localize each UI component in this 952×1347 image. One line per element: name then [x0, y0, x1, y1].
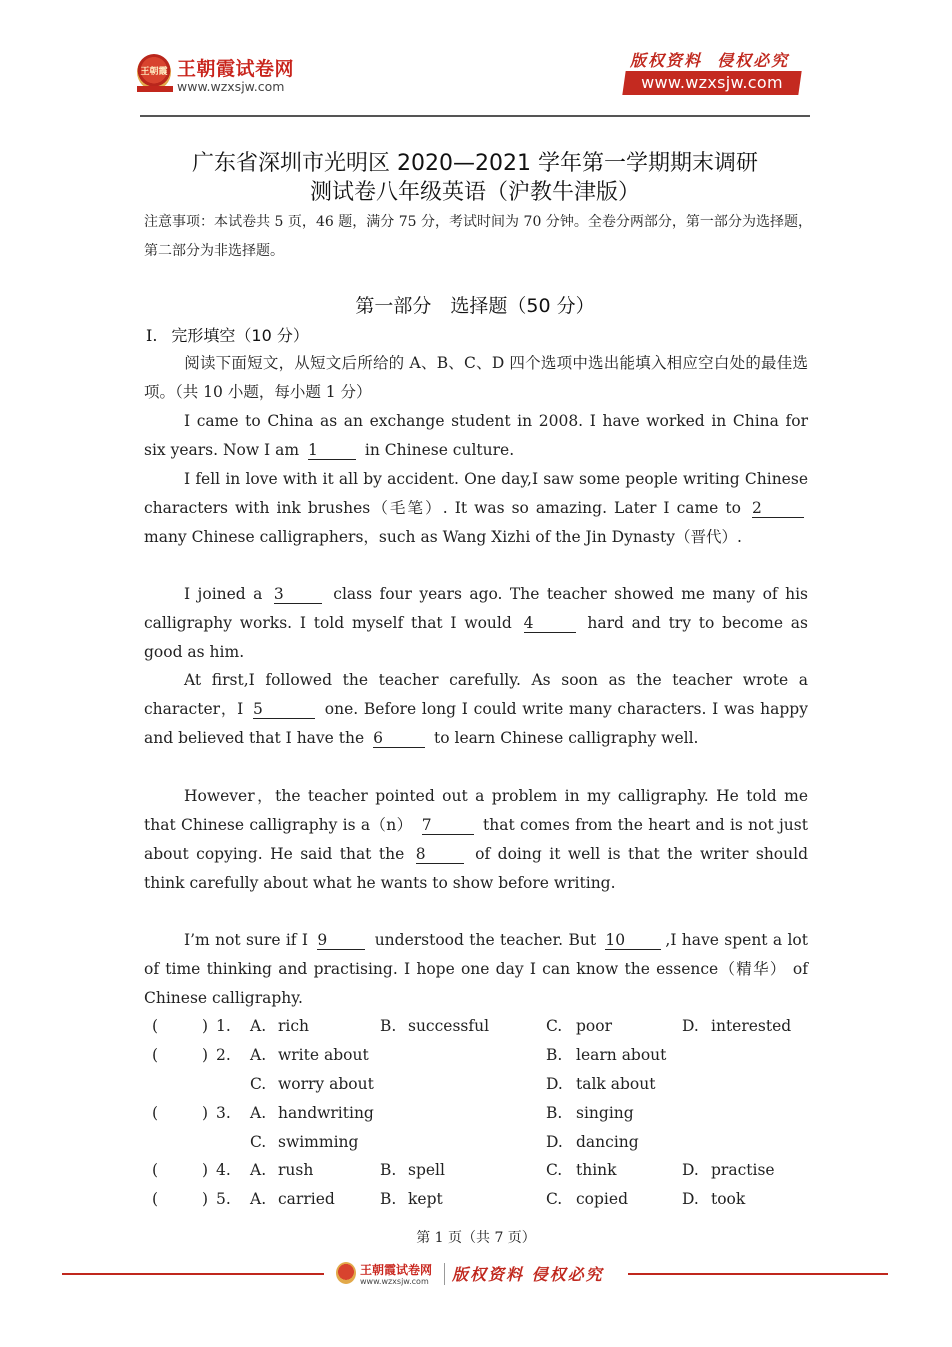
question-number: 4.	[216, 1161, 231, 1180]
banner-url: www.wzxsjw.com	[641, 73, 783, 92]
option-letter: C.	[546, 1190, 563, 1209]
option-d: interested	[711, 1017, 792, 1035]
option-d: took	[711, 1190, 746, 1209]
question-3	[144, 1099, 814, 1128]
footer-separator	[444, 1263, 445, 1285]
question-2-row-2	[144, 1070, 814, 1099]
option-letter: B.	[380, 1190, 397, 1209]
answer-paren-open[interactable]: (	[152, 1103, 159, 1122]
passage-text: many Chinese calligraphers，such as Wang Xizhi of the Jin Dynasty（晋代）.	[144, 527, 742, 546]
passage-paragraph-3	[144, 580, 808, 667]
rights-text: 版权资料 侵权必究	[630, 51, 790, 70]
brand-name: 王朝霞试卷网	[177, 58, 295, 80]
document-title-line2: 测试卷八年级英语（沪教牛津版）	[309, 180, 640, 205]
answer-paren-open[interactable]: (	[152, 1161, 159, 1180]
option-a: carried	[278, 1190, 335, 1209]
option-letter: A.	[250, 1017, 267, 1035]
blank-5: 5	[253, 700, 315, 719]
medal-text: 王朝霞	[140, 67, 168, 77]
passage-text: one. Before long I could write many characters. I was happy and believed that I have the	[144, 699, 808, 747]
answer-paren-close: )	[202, 1190, 209, 1209]
question-number: 5.	[216, 1190, 231, 1209]
option-letter: C.	[546, 1161, 563, 1180]
footer-brand-url: www.wzxsjw.com	[360, 1277, 429, 1286]
option-letter: C.	[250, 1074, 267, 1093]
blank-6: 6	[373, 729, 425, 748]
url-banner	[622, 71, 801, 95]
answer-paren-close: )	[202, 1017, 209, 1035]
answer-paren-close: )	[202, 1045, 209, 1064]
instructions-text: 阅读下面短文，从短文后所给的 A、B、C、D 四个选项中选出能填入相应空白处的最佳选项。（共 10 小题，每小题 1 分）	[144, 354, 808, 401]
option-letter: D.	[682, 1017, 699, 1035]
option-d: talk about	[576, 1074, 656, 1093]
document-title-line1: 广东省深圳市光明区 2020—2021 学年第一学期期末调研	[192, 151, 758, 176]
section-number: Ⅰ.	[146, 326, 158, 345]
option-letter: B.	[380, 1161, 397, 1180]
passage-text: ,I have spent a lot of time thinking and practising. I hope one day I can know the essence（精华） of Chinese calligraphy.	[144, 931, 808, 1007]
option-b: successful	[408, 1017, 490, 1035]
question-options	[144, 1012, 814, 1214]
answer-paren-open[interactable]: (	[152, 1190, 159, 1209]
option-a: handwriting	[278, 1103, 374, 1122]
passage-text: I came to China as an exchange student in 2008. I have worked in China for six years. Now I am	[144, 412, 808, 459]
option-letter: B.	[546, 1103, 563, 1122]
passage-paragraph-5	[144, 782, 808, 898]
option-letter: A.	[250, 1161, 267, 1180]
answer-paren-close: )	[202, 1161, 209, 1180]
option-letter: A.	[250, 1045, 267, 1064]
question-4	[144, 1156, 814, 1185]
option-c: worry about	[278, 1074, 374, 1093]
footer-divider-right	[628, 1273, 888, 1275]
part-title: 第一部分 选择题（50 分）	[355, 295, 595, 317]
passage-text: However，the teacher pointed out a problem in my calligraphy. He told me that Chinese calligraphy is a（n）	[144, 787, 808, 834]
instructions	[144, 349, 808, 407]
option-letter: C.	[546, 1017, 563, 1035]
option-c: swimming	[278, 1132, 359, 1151]
blank-9: 9	[317, 931, 365, 950]
blank-1: 1	[308, 441, 356, 460]
passage-text: hard and try to become as good as him.	[144, 613, 809, 661]
option-letter: D.	[546, 1132, 563, 1151]
passage-paragraph-4	[144, 666, 808, 753]
option-b: spell	[408, 1161, 445, 1180]
question-number: 3.	[216, 1103, 231, 1122]
answer-paren-open[interactable]: (	[152, 1017, 159, 1035]
section-title: 完形填空（10 分）	[171, 326, 309, 345]
option-c: poor	[576, 1017, 612, 1035]
question-3-row-2	[144, 1128, 814, 1157]
option-letter: A.	[250, 1190, 267, 1209]
brand-logo	[137, 52, 307, 98]
brand-url: www.wzxsjw.com	[177, 79, 285, 94]
passage-paragraph-6	[144, 926, 808, 1013]
option-a: rush	[278, 1161, 314, 1180]
question-2	[144, 1041, 814, 1070]
option-b: kept	[408, 1190, 443, 1209]
option-b: learn about	[576, 1045, 667, 1064]
exam-notice: 注意事项：本试卷共 5 页，46 题，满分 75 分，考试时间为 70 分钟。全卷分两部分，第一部分为选择题，第二部分为非选择题。	[144, 214, 812, 259]
option-d: dancing	[576, 1132, 639, 1151]
question-1	[144, 1012, 814, 1041]
blank-4: 4	[524, 614, 576, 633]
passage-text: At first,I followed the teacher carefully. As soon as the teacher wrote a character，I	[144, 671, 808, 718]
copyright-banner	[620, 48, 810, 98]
passage-text: to learn Chinese calligraphy well.	[434, 728, 699, 747]
question-5	[144, 1185, 814, 1214]
option-a: rich	[278, 1017, 310, 1035]
option-letter: C.	[250, 1132, 267, 1151]
option-d: practise	[711, 1161, 775, 1180]
passage-paragraph-2	[144, 465, 808, 552]
option-c: copied	[576, 1190, 628, 1209]
passage-text: understood the teacher. But	[374, 931, 597, 949]
footer-rights-text: 版权资料 侵权必究	[452, 1265, 604, 1284]
blank-10: 10	[605, 931, 661, 950]
answer-paren-open[interactable]: (	[152, 1045, 159, 1064]
passage-paragraph-1	[144, 407, 808, 465]
section-heading	[146, 323, 309, 346]
option-letter: A.	[250, 1103, 267, 1122]
option-a: write about	[278, 1045, 369, 1064]
page-number: 第 1 页（共 7 页）	[416, 1230, 536, 1246]
passage-text: in Chinese culture.	[364, 440, 515, 459]
medal-icon	[336, 1262, 356, 1284]
header-divider	[140, 115, 810, 117]
option-b: singing	[576, 1103, 634, 1122]
footer-logo	[336, 1260, 626, 1290]
footer-brand-name: 王朝霞试卷网	[360, 1263, 433, 1277]
option-letter: D.	[682, 1190, 699, 1209]
option-c: think	[576, 1161, 617, 1180]
passage-text: that comes from the heart and is not just about copying. He said that the	[144, 815, 808, 863]
option-letter: B.	[546, 1045, 563, 1064]
blank-3: 3	[274, 585, 322, 604]
passage-text: I fell in love with it all by accident. One day,I saw some people writing Chinese characters with ink brushes（毛笔）. It was so amazing. Later I came to	[144, 470, 808, 517]
passage-text: of doing it well is that the writer should think carefully about what he wants to show before writing.	[144, 844, 808, 892]
passage-text: class four years ago. The teacher showed me many of his calligraphy works. I told myself that I would	[144, 585, 808, 632]
answer-paren-close: )	[202, 1103, 209, 1122]
passage-text: I joined a	[184, 585, 263, 603]
blank-8: 8	[416, 845, 464, 864]
option-letter: D.	[682, 1161, 699, 1180]
footer-divider-left	[62, 1273, 324, 1275]
question-number: 1.	[216, 1017, 231, 1035]
option-letter: B.	[380, 1017, 397, 1035]
passage-text: I’m not sure if I	[184, 931, 308, 949]
blank-7: 7	[422, 816, 474, 835]
medal-icon	[137, 54, 171, 90]
ribbon-icon	[137, 86, 173, 92]
option-letter: D.	[546, 1074, 563, 1093]
blank-2: 2	[752, 499, 804, 518]
question-number: 2.	[216, 1045, 231, 1064]
